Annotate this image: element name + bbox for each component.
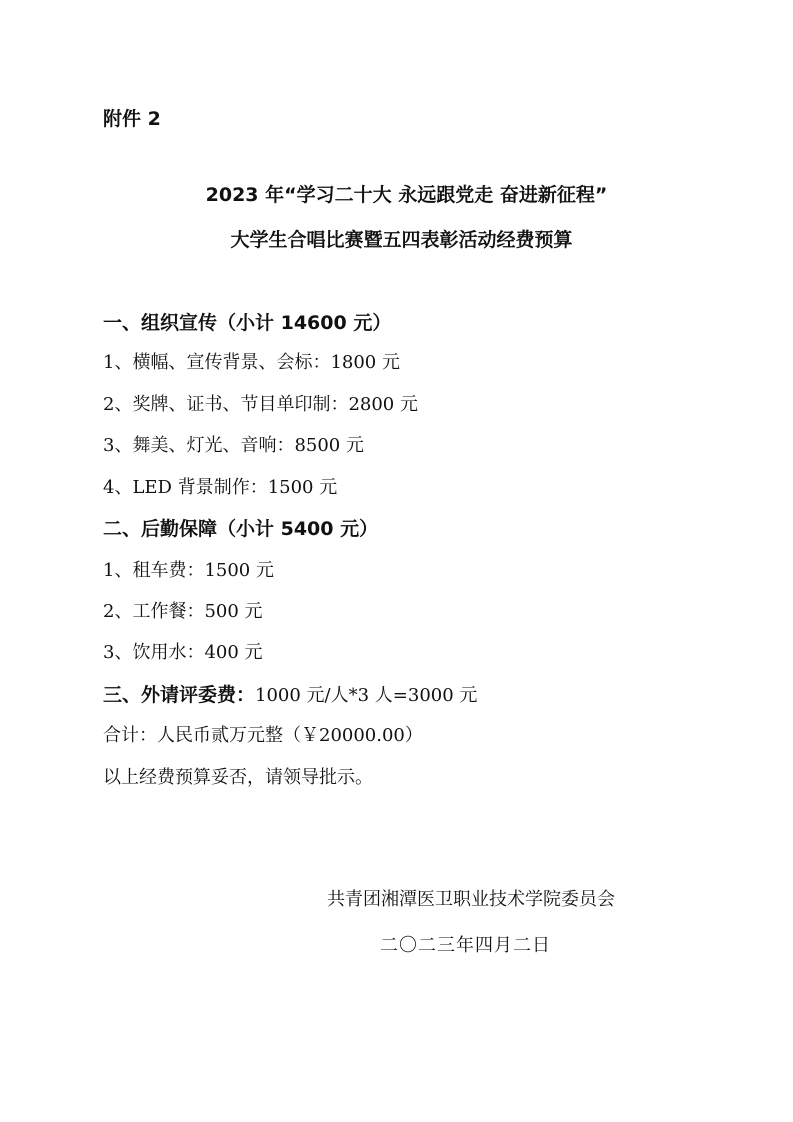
section-1-heading: 一、组织宣传（小计 14600 元） — [103, 312, 392, 334]
section-1-item-2: 2、奖牌、证书、节目单印制：2800 元 — [103, 394, 418, 415]
section-3-heading: 三、外请评委费： — [103, 684, 256, 706]
section-3-line — [103, 683, 477, 708]
section-2-heading: 二、后勤保障（小计 5400 元） — [103, 518, 379, 540]
section-3-detail: 1000 元/人*3 人=3000 元 — [255, 685, 478, 706]
title-line-2: 大学生合唱比赛暨五四表彰活动经费预算 — [230, 229, 573, 251]
section-1-item-1: 1、横幅、宣传背景、会标：1800 元 — [103, 352, 400, 373]
signature-date: 二〇二三年四月二日 — [380, 935, 551, 956]
section-2-item-1: 1、租车费：1500 元 — [103, 560, 274, 581]
section-1-item-4: 4、LED 背景制作：1500 元 — [103, 477, 338, 498]
total-line: 合计：人民币贰万元整（￥20000.00） — [103, 725, 423, 746]
section-1-item-3: 3、舞美、灯光、音响：8500 元 — [103, 435, 364, 456]
title-line-1: 2023 年“学习二十大 永远跟党走 奋进新征程” — [205, 184, 608, 206]
signature-organization: 共青团湘潭医卫职业技术学院委员会 — [327, 889, 615, 910]
section-2-item-2: 2、工作餐：500 元 — [103, 601, 263, 622]
attachment-label: 附件 2 — [103, 108, 161, 130]
request-line: 以上经费预算妥否，请领导批示。 — [103, 767, 373, 788]
section-2-item-3: 3、饮用水：400 元 — [103, 642, 263, 663]
